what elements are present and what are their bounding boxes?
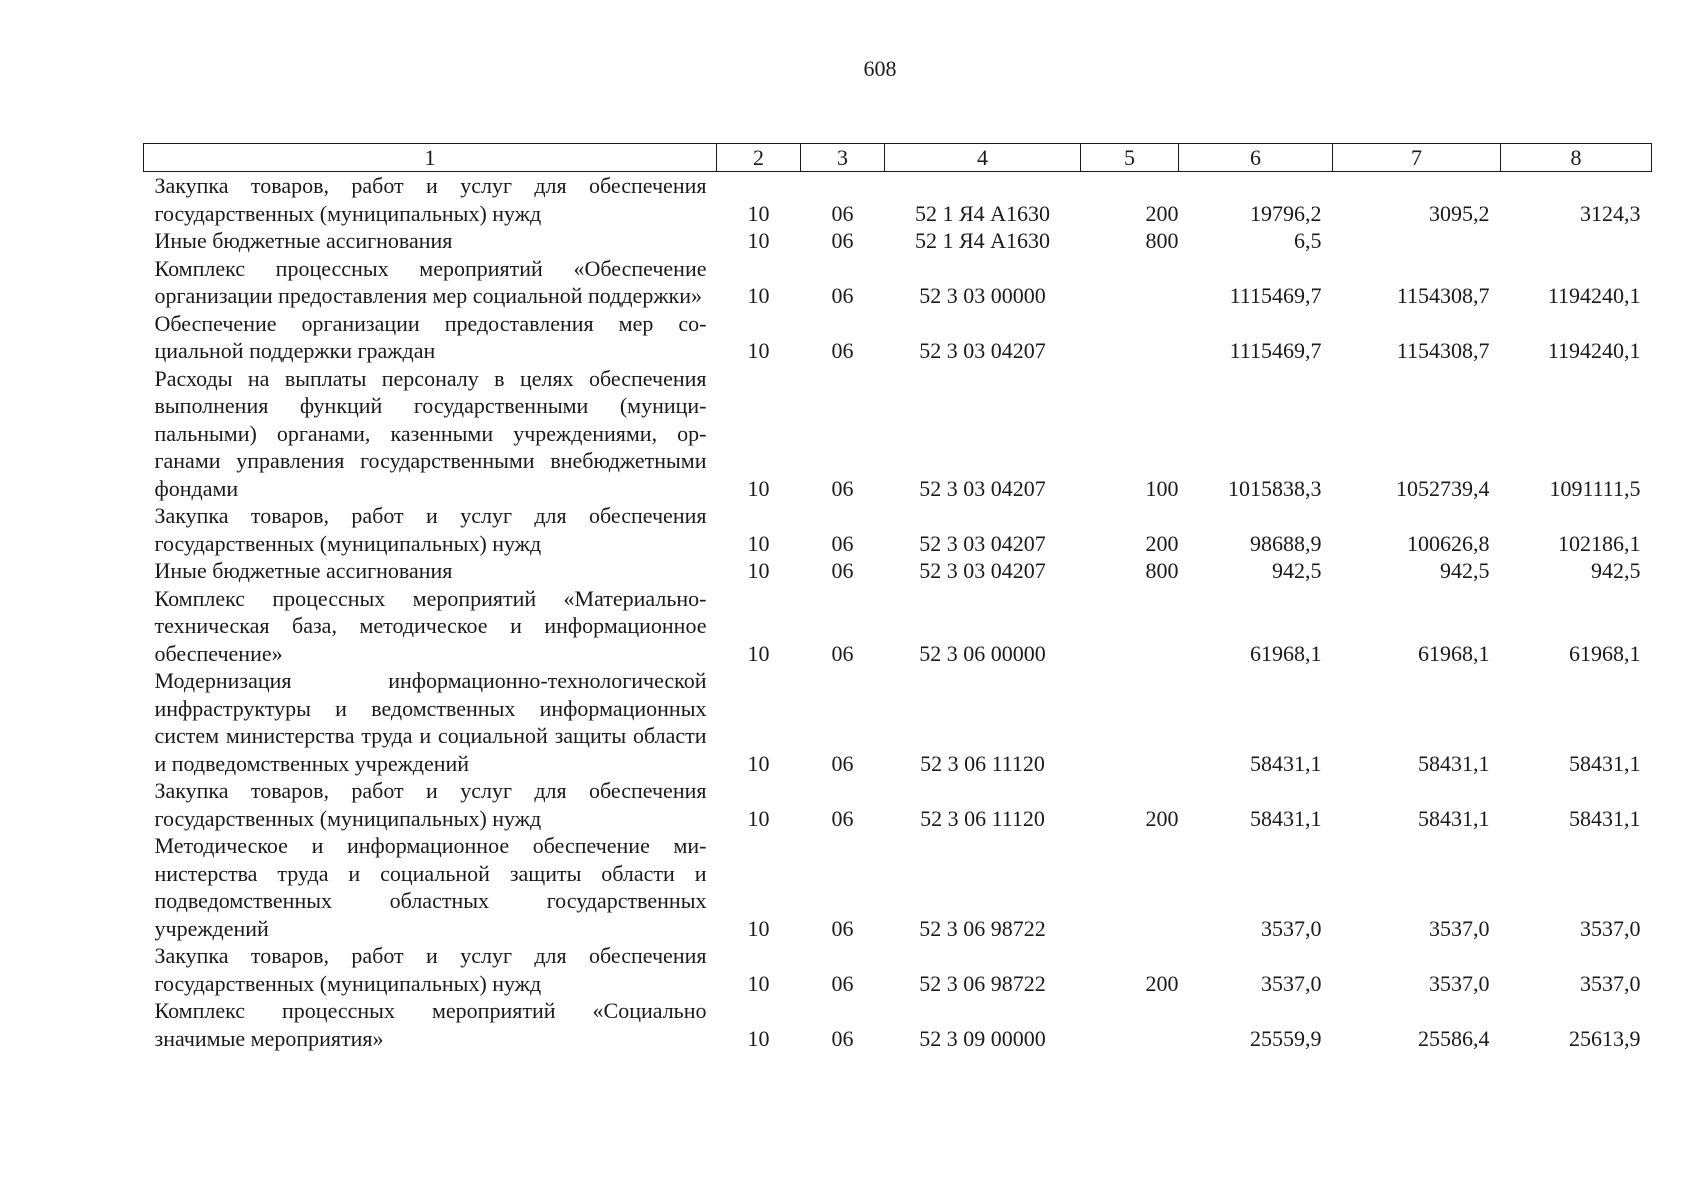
row-amount-col7: 3095,2 [1429, 200, 1490, 226]
row-target-article: 52 1 Я4 А1630 [914, 200, 1051, 226]
row-amount-col6: 1115469,7 [1229, 283, 1322, 308]
row-expense-type: 800 [1145, 228, 1179, 253]
row-expense-type: 200 [1145, 805, 1179, 831]
row-amount-col7: 100626,8 [1407, 530, 1490, 556]
row-amount-col8: 102186,1 [1558, 530, 1641, 556]
table-row [144, 557, 1652, 585]
row-amount-col6: 6,5 [1294, 228, 1322, 253]
row-subsection: 06 [831, 750, 854, 776]
row-section: 10 [747, 475, 770, 501]
row-expense-type [1081, 667, 1179, 777]
row-name: Комплекс процессных мероприятий «Обеспечение организации предоставления мер социальной поддержки» [154, 255, 707, 308]
table-row [144, 255, 1652, 310]
row-section: 10 [747, 915, 770, 941]
row-expense-type: 100 [1145, 475, 1179, 501]
row-expense-type [1081, 832, 1179, 942]
header-col-1: 1 [144, 144, 717, 172]
row-subsection: 06 [831, 228, 854, 253]
row-amount-col8: 942,5 [1591, 558, 1641, 583]
row-expense-type: 200 [1145, 970, 1179, 996]
row-name: Закупка товаров, работ и услуг для обеспечения государственных (муниципальных) нужд [154, 778, 707, 831]
row-amount-col6: 25559,9 [1250, 1025, 1322, 1051]
row-amount-col8: 1194240,1 [1547, 283, 1641, 308]
row-name: Закупка товаров, работ и услуг для обеспечения государственных (муниципальных) нужд [154, 173, 707, 226]
row-amount-col6: 3537,0 [1261, 970, 1322, 996]
table-body [144, 172, 1652, 1053]
row-name: Закупка товаров, работ и услуг для обеспечения государственных (муниципальных) нужд [154, 943, 707, 996]
row-amount-col8 [1501, 227, 1652, 255]
row-amount-col7: 1052739,4 [1396, 475, 1490, 501]
row-section: 10 [747, 200, 770, 226]
row-subsection: 06 [831, 970, 854, 996]
row-target-article: 52 3 06 98722 [919, 915, 1046, 941]
row-name: Комплекс процессных мероприятий «Материально-техническая база, методическое и информационное обеспечение» [154, 585, 707, 666]
row-amount-col6: 19796,2 [1250, 200, 1322, 226]
header-col-3: 3 [801, 144, 885, 172]
row-section: 10 [747, 228, 770, 253]
row-amount-col7 [1333, 227, 1501, 255]
row-amount-col8: 25613,9 [1569, 1025, 1641, 1051]
header-col-8: 8 [1501, 144, 1652, 172]
table-row [144, 310, 1652, 365]
row-amount-col8: 61968,1 [1569, 640, 1641, 666]
row-subsection: 06 [831, 640, 854, 666]
row-section: 10 [747, 1025, 770, 1051]
row-subsection: 06 [831, 338, 854, 363]
row-amount-col7: 3537,0 [1429, 915, 1490, 941]
row-target-article: 52 3 06 00000 [919, 640, 1046, 666]
row-name: Методическое и информационное обеспечение министерства труда и социальной защиты области и подведомственных областных государственных учреждений [154, 833, 707, 941]
row-target-article: 52 3 03 04207 [919, 475, 1046, 501]
table-row [144, 942, 1652, 997]
row-amount-col8: 1194240,1 [1547, 338, 1641, 363]
row-amount-col6: 98688,9 [1250, 530, 1322, 556]
row-amount-col8: 3537,0 [1580, 915, 1641, 941]
header-col-5: 5 [1081, 144, 1179, 172]
table-row [144, 777, 1652, 832]
row-amount-col8: 58431,1 [1569, 805, 1641, 831]
row-target-article: 52 3 03 04207 [919, 530, 1046, 556]
header-col-7: 7 [1333, 144, 1501, 172]
row-subsection: 06 [831, 558, 854, 583]
header-col-6: 6 [1179, 144, 1333, 172]
row-target-article: 52 3 03 00000 [919, 283, 1046, 308]
row-amount-col6: 942,5 [1272, 558, 1322, 583]
row-amount-col8: 3124,3 [1580, 200, 1641, 226]
row-amount-col8: 1091111,5 [1549, 475, 1641, 501]
row-section: 10 [747, 283, 770, 308]
table-row [144, 227, 1652, 255]
row-amount-col8: 3537,0 [1580, 970, 1641, 996]
row-subsection: 06 [831, 475, 854, 501]
row-expense-type [1081, 255, 1179, 310]
row-section: 10 [747, 558, 770, 583]
row-name: Модернизация информационно-технологической инфраструктуры и ведомственных информационных систем министерства труда и социальной защиты области и подведомственных учреждений [154, 668, 707, 776]
row-amount-col6: 1015838,3 [1228, 475, 1322, 501]
row-expense-type: 200 [1145, 530, 1179, 556]
row-amount-col6: 58431,1 [1250, 805, 1322, 831]
row-name: Обеспечение организации предоставления мер социальной поддержки граждан [154, 310, 707, 363]
row-subsection: 06 [831, 530, 854, 556]
row-subsection: 06 [831, 283, 854, 308]
table-row [144, 502, 1652, 557]
row-name: Закупка товаров, работ и услуг для обеспечения государственных (муниципальных) нужд [154, 503, 707, 556]
row-subsection: 06 [831, 915, 854, 941]
row-subsection: 06 [831, 805, 854, 831]
row-section: 10 [747, 970, 770, 996]
row-target-article: 52 3 09 00000 [919, 1025, 1046, 1051]
row-amount-col7: 25586,4 [1418, 1025, 1490, 1051]
row-expense-type [1081, 997, 1179, 1052]
row-amount-col6: 1115469,7 [1229, 338, 1322, 363]
row-name: Комплекс процессных мероприятий «Социально значимые мероприятия» [154, 998, 707, 1051]
row-amount-col7: 58431,1 [1418, 805, 1490, 831]
row-expense-type: 200 [1145, 200, 1179, 226]
row-target-article: 52 3 06 11120 [920, 805, 1045, 831]
row-expense-type [1081, 585, 1179, 668]
row-amount-col7: 3537,0 [1429, 970, 1490, 996]
row-section: 10 [747, 750, 770, 776]
row-amount-col6: 3537,0 [1261, 915, 1322, 941]
header-col-2: 2 [717, 144, 801, 172]
page-number: 608 [863, 56, 897, 81]
row-section: 10 [747, 805, 770, 831]
row-target-article: 52 3 06 11120 [920, 750, 1045, 776]
row-amount-col7: 942,5 [1440, 558, 1490, 583]
row-amount-col7: 1154308,7 [1396, 338, 1490, 363]
table-header [144, 144, 1652, 172]
row-target-article: 52 3 03 04207 [919, 338, 1046, 363]
row-target-article: 52 1 Я4 А1630 [914, 228, 1051, 253]
table-row [144, 997, 1652, 1052]
row-name: Расходы на выплаты персоналу в целях обеспечения выполнения функций государственными (муниципальными) органами, казенными учреждениями, органами управления государственными внебюджетными фондами [154, 365, 707, 501]
row-amount-col7: 58431,1 [1418, 750, 1490, 776]
table-row [144, 667, 1652, 777]
row-target-article: 52 3 06 98722 [919, 970, 1046, 996]
row-section: 10 [747, 640, 770, 666]
row-name: Иные бюджетные ассигнования [154, 228, 453, 253]
row-expense-type: 800 [1145, 558, 1179, 583]
table-row [144, 365, 1652, 503]
header-row [144, 144, 1652, 172]
table-row [144, 832, 1652, 942]
row-target-article: 52 3 03 04207 [919, 558, 1046, 583]
budget-table [143, 143, 1652, 1052]
row-amount-col6: 58431,1 [1250, 750, 1322, 776]
row-amount-col6: 61968,1 [1250, 640, 1322, 666]
row-name: Иные бюджетные ассигнования [154, 558, 453, 583]
table-row [144, 585, 1652, 668]
row-amount-col7: 1154308,7 [1396, 283, 1490, 308]
row-subsection: 06 [831, 200, 854, 226]
header-col-4: 4 [885, 144, 1081, 172]
row-section: 10 [747, 338, 770, 363]
row-subsection: 06 [831, 1025, 854, 1051]
row-amount-col7: 61968,1 [1418, 640, 1490, 666]
row-expense-type [1081, 310, 1179, 365]
row-section: 10 [747, 530, 770, 556]
table-row [144, 172, 1652, 228]
row-amount-col8: 58431,1 [1569, 750, 1641, 776]
